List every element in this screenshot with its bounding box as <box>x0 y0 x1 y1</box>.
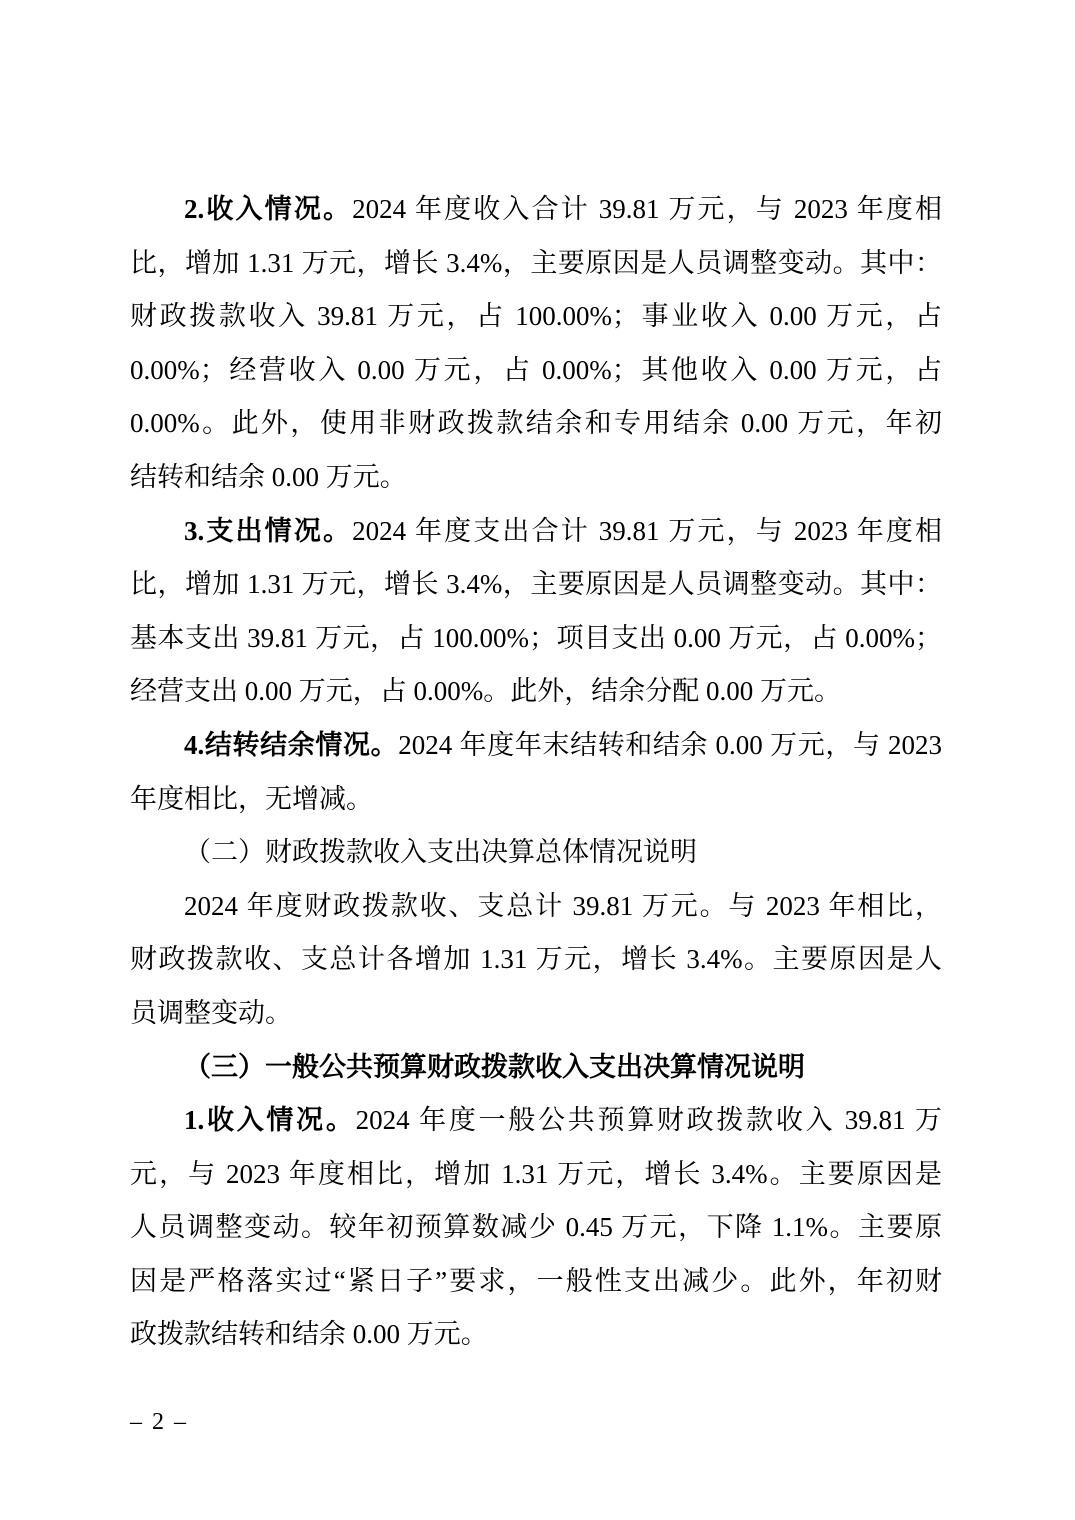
text-line <box>130 397 942 451</box>
text-line <box>130 612 942 666</box>
text-line <box>130 1094 942 1148</box>
text-segment: 2024 年度收入合计 39.81 万元，与 2023 年度相 <box>352 194 943 224</box>
text-segment: 经营支出 0.00 万元，占 0.00%。此外，结余分配 0.00 万元。 <box>130 676 841 707</box>
text-segment-bold: （三）一般公共预算财政拨款收入支出决算情况说明 <box>184 1051 805 1082</box>
text-line <box>130 344 942 398</box>
text-line <box>130 933 942 987</box>
text-line <box>130 290 942 344</box>
text-segment: 财政拨款收入 39.81 万元，占 100.00%；事业收入 0.00 万元，占 <box>130 301 942 332</box>
text-segment-bold: 4.结转结余情况。 <box>184 729 399 760</box>
text-segment: 0.00%。此外，使用非财政拨款结余和专用结余 0.00 万元，年初 <box>130 408 942 439</box>
text-segment: 基本支出 39.81 万元，占 100.00%；项目支出 0.00 万元，占 0.00%； <box>130 622 942 653</box>
text-segment: 政拨款结转和结余 0.00 万元。 <box>130 1319 488 1350</box>
text-line <box>130 773 942 827</box>
page-number: – 2 – <box>130 1409 188 1435</box>
text-line <box>130 1201 942 1255</box>
text-line <box>130 237 942 291</box>
text-line <box>130 451 942 505</box>
text-segment: 0.00%；经营收入 0.00 万元，占 0.00%；其他收入 0.00 万元，占 <box>130 354 942 385</box>
text-segment: 结转和结余 0.00 万元。 <box>130 461 407 492</box>
text-segment: 因是严格落实过“紧日子”要求，一般性支出减少。此外，年初财 <box>130 1265 942 1296</box>
text-line <box>130 826 942 880</box>
text-segment: 比，增加 1.31 万元，增长 3.4%，主要原因是人员调整变动。其中： <box>130 569 942 600</box>
text-line <box>130 558 942 612</box>
text-segment: 人员调整变动。较年初预算数减少 0.45 万元，下降 1.1%。主要原 <box>130 1212 942 1243</box>
text-line <box>130 505 942 559</box>
text-segment: 年度相比，无增减。 <box>130 783 373 814</box>
text-line <box>130 987 942 1041</box>
text-line <box>130 1255 942 1309</box>
text-line <box>130 1308 942 1362</box>
text-segment: （二）财政拨款收入支出决算总体情况说明 <box>184 837 697 868</box>
text-line <box>130 880 942 934</box>
text-segment: 员调整变动。 <box>130 997 292 1028</box>
document-body <box>130 183 942 1362</box>
text-line <box>130 1148 942 1202</box>
text-segment-bold: 1.收入情况。 <box>184 1105 356 1136</box>
text-segment-bold: 2.收入情况。 <box>184 194 353 224</box>
text-segment: 财政拨款收、支总计各增加 1.31 万元，增长 3.4%。主要原因是人 <box>130 944 942 975</box>
text-segment-bold: 3.支出情况。 <box>184 515 353 546</box>
text-line <box>130 1041 942 1095</box>
text-segment: 比，增加 1.31 万元，增长 3.4%，主要原因是人员调整变动。其中： <box>130 247 942 278</box>
text-line <box>130 719 942 773</box>
text-segment: 2024 年度财政拨款收、支总计 39.81 万元。与 2023 年相比， <box>184 890 942 921</box>
text-line <box>130 665 942 719</box>
text-segment: 2024 年度年末结转和结余 0.00 万元，与 2023 <box>398 729 943 760</box>
text-line <box>130 183 942 237</box>
text-segment: 2024 年度一般公共预算财政拨款收入 39.81 万 <box>355 1105 943 1136</box>
text-segment: 元，与 2023 年度相比，增加 1.31 万元，增长 3.4%。主要原因是 <box>130 1158 942 1189</box>
text-segment: 2024 年度支出合计 39.81 万元，与 2023 年度相 <box>352 515 943 546</box>
